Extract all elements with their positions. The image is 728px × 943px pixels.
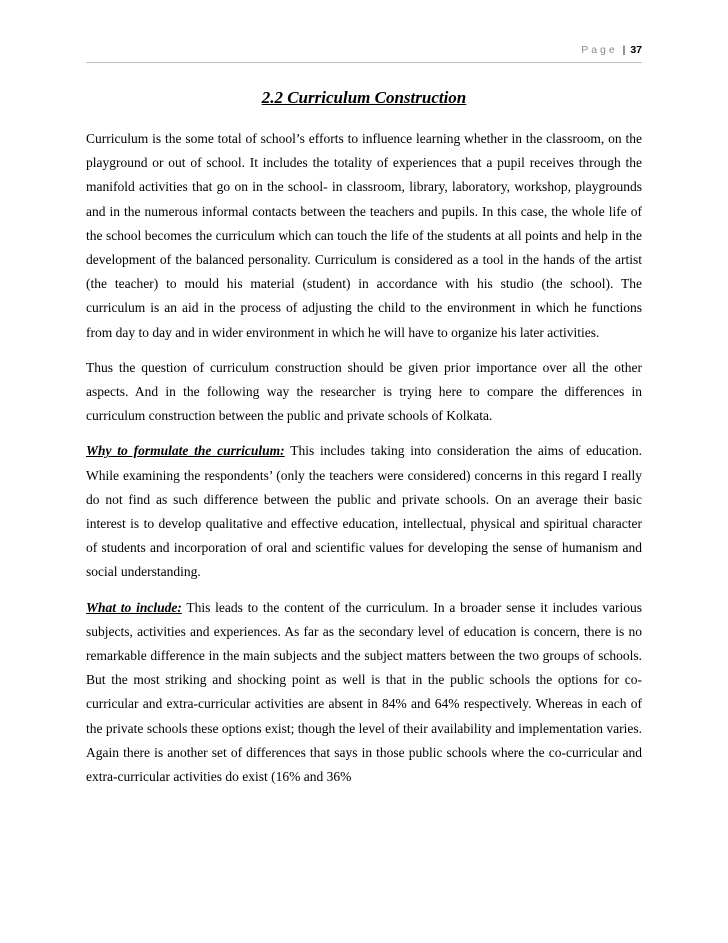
paragraph-text: This includes taking into consideration the aims of education. While examining the respondents’ (only the teachers were considered) concerns in this regard I really do not find as such difference between the public and private schools. On an average their basic interest is to develop qualitative and effective education, intellectual, physical and spiritual character of students and incorporation of oral and scientific values for developing the sense of humanism and social understanding.: [86, 443, 642, 580]
paragraph-4: [86, 596, 642, 790]
page-number: 37: [630, 44, 642, 56]
paragraph-lead: Why to formulate the curriculum:: [86, 443, 285, 459]
page-header: [86, 44, 642, 63]
page-label: Page: [581, 44, 618, 56]
body-content: [86, 127, 642, 800]
paragraph-lead: What to include:: [86, 599, 182, 615]
paragraph-text: This leads to the content of the curriculum. In a broader sense it includes various subjects, activities and experiences. As far as the secondary level of education is concern, there is no remarkable difference in the main subjects and the subject matters between the two groups of schools. But the most striking and shocking point as well is that in the public schools the options for co-curricular and extra-curricular activities are absent in 84% and 64% respectively. Whereas in each of the private schools these options exist; though the level of their availability and implementation varies. Again there is another set of differences that says in those public schools where the co-curricular and extra-curricular activities do exist (16% and 36%: [86, 599, 642, 785]
section-title: [0, 88, 728, 108]
section-title-text: 2.2 Curriculum Construction: [261, 88, 467, 107]
paragraph-2: [86, 356, 642, 429]
paragraph-text: Curriculum is the some total of school’s efforts to influence learning whether in the classroom, on the playground or out of school. It includes the totality of experiences that a pupil receives through the manifold activities that go on in the school- in classroom, library, laboratory, workshop, playgrounds and in the numerous informal contacts between the teachers and pupils. In this case, the whole life of the school becomes the curriculum which can touch the life of the students at all points and help in the development of the balanced personality. Curriculum is considered as a tool in the hands of the artist (the teacher) to mould his material (student) in accordance with his studio (the school). The curriculum is an aid in the process of adjusting the child to the environment in which he functions from day to day and in wider environment in which he will have to organize his later activities.: [86, 131, 642, 340]
paragraph-1: [86, 127, 642, 345]
page-separator: |: [622, 44, 626, 56]
paragraph-text: Thus the question of curriculum construction should be given prior importance over all the other aspects. And in the following way the researcher is trying here to compare the differences in curriculum construction between the public and private schools of Kolkata.: [86, 359, 642, 424]
paragraph-3: [86, 439, 642, 584]
